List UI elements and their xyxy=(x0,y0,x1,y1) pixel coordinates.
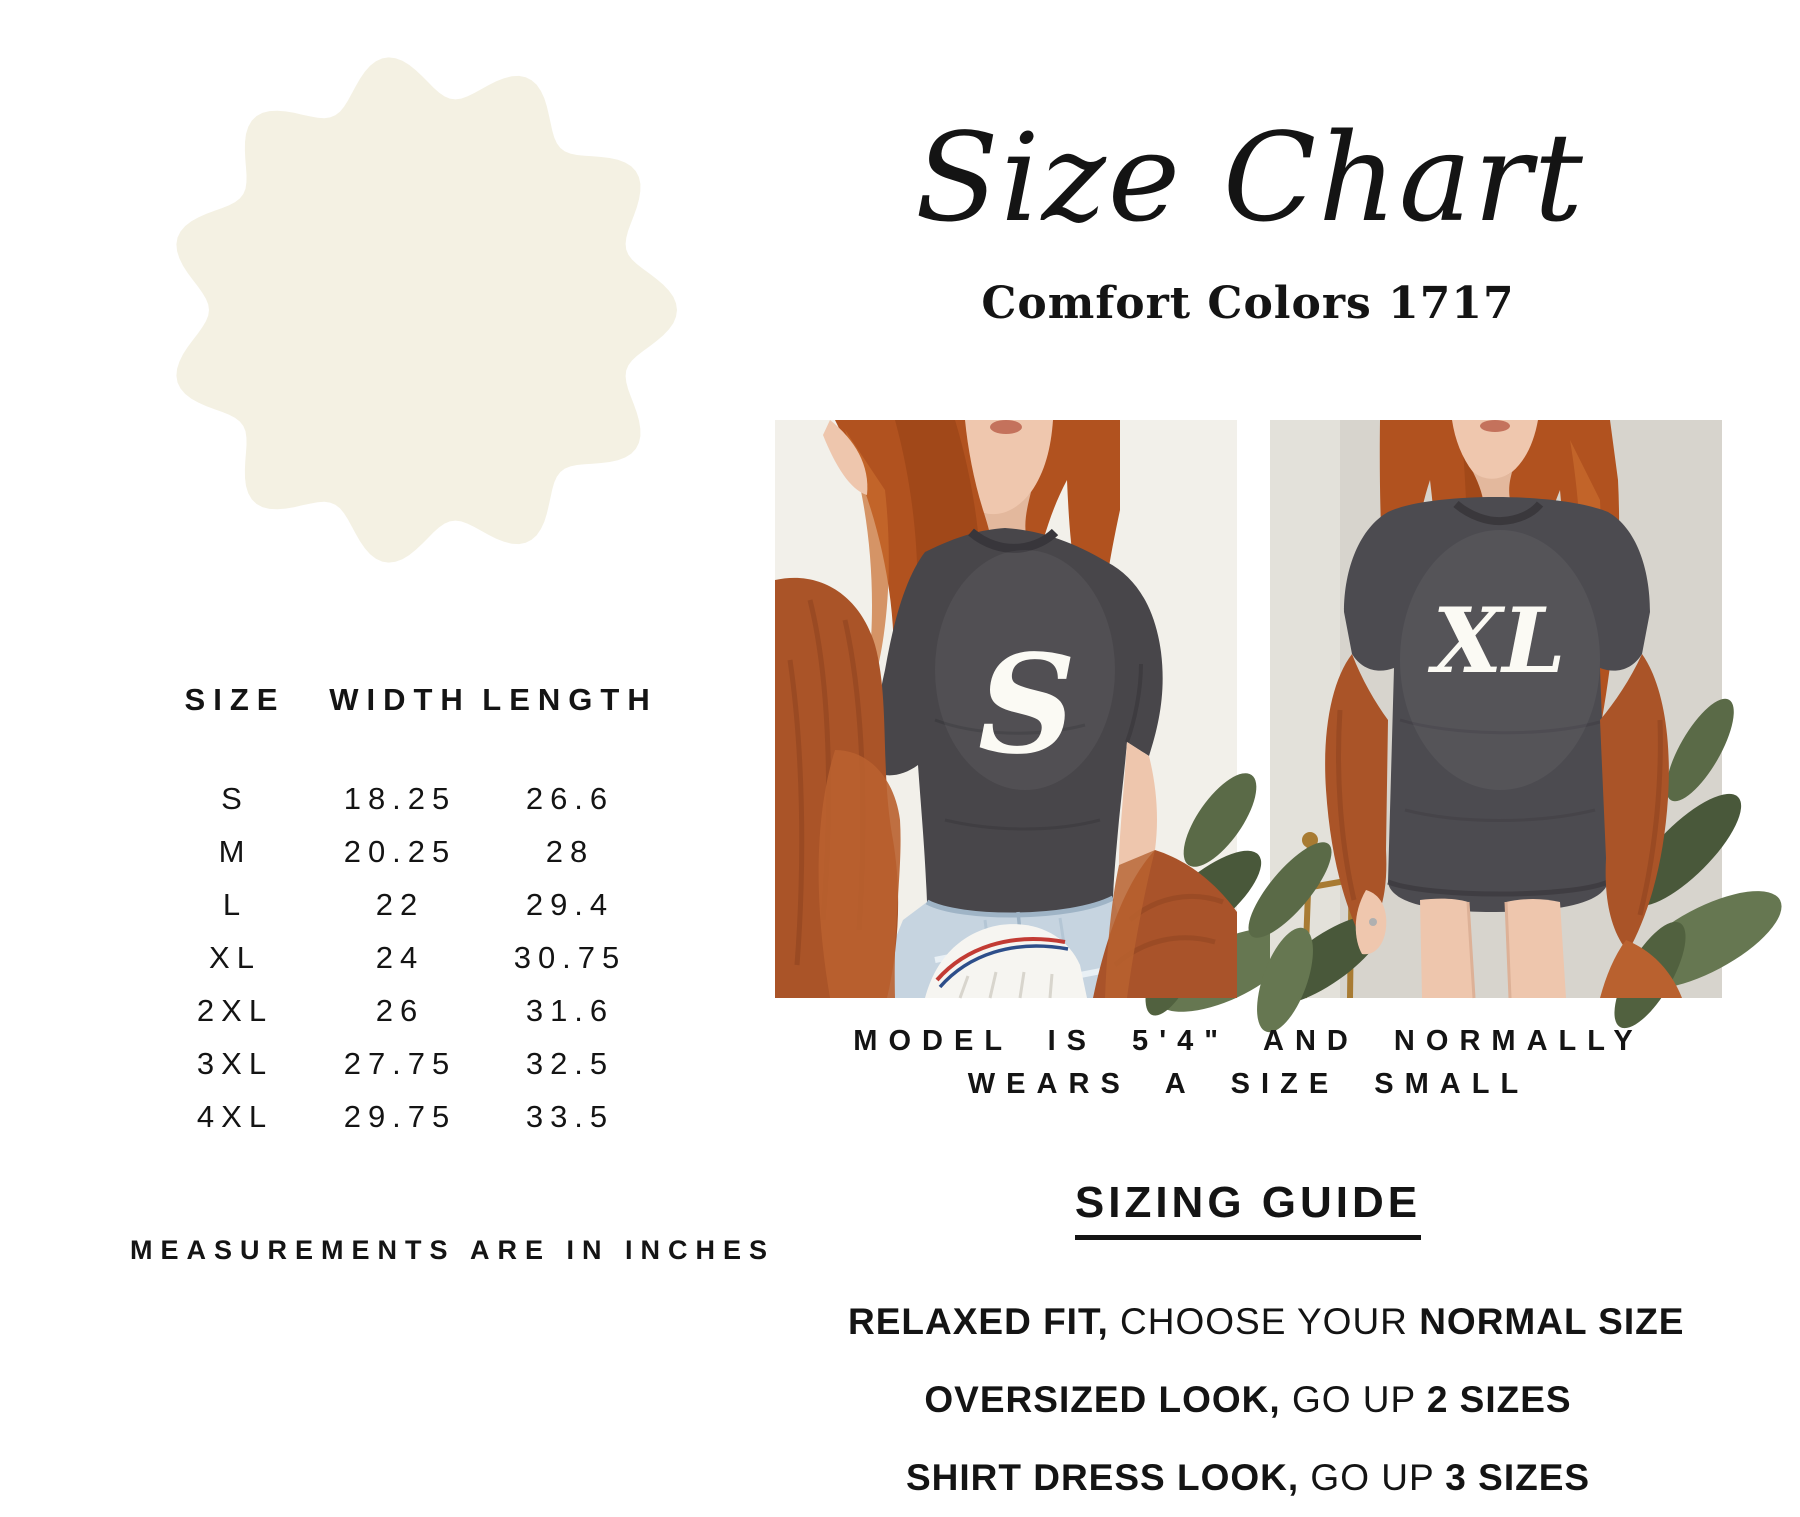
table-row xyxy=(145,1037,665,1090)
size-table-header xyxy=(145,682,665,718)
size-table xyxy=(145,682,665,1134)
guide-line-bold: 2 SIZES xyxy=(1426,1379,1572,1420)
column-header-size: SIZE xyxy=(184,682,286,717)
cell-width: 26 xyxy=(375,992,425,1028)
model-photo-size-xl xyxy=(1270,420,1722,998)
cell-width: 24 xyxy=(375,939,425,975)
measurements-note: MEASUREMENTS ARE IN INCHES xyxy=(130,1235,776,1265)
cell-length: 33.5 xyxy=(525,1098,615,1134)
cell-size: 4XL xyxy=(196,1098,274,1134)
guide-line-bold: NORMAL SIZE xyxy=(1419,1301,1685,1342)
table-row xyxy=(145,984,665,1037)
guide-line-regular: CHOOSE YOUR xyxy=(1108,1301,1420,1342)
lips xyxy=(990,420,1022,434)
lips xyxy=(1480,420,1510,432)
cell-size: 2XL xyxy=(196,992,274,1028)
guide-line-bold: SHIRT DRESS LOOK, xyxy=(905,1457,1300,1498)
table-row xyxy=(145,878,665,931)
cell-width: 29.75 xyxy=(343,1098,457,1134)
cell-length: 28 xyxy=(545,833,595,869)
guide-line-bold: OVERSIZED LOOK, xyxy=(924,1379,1281,1420)
guide-line-relaxed xyxy=(848,1283,1685,1361)
cell-size: S xyxy=(221,780,249,816)
cell-length: 29.4 xyxy=(525,886,615,922)
scalloped-flower-shape xyxy=(150,48,690,578)
cell-length: 26.6 xyxy=(525,780,615,816)
cell-width: 27.75 xyxy=(343,1045,457,1081)
guide-line-regular: GO UP xyxy=(1280,1379,1427,1420)
column-header-width: WIDTH xyxy=(329,682,471,717)
cell-width: 20.25 xyxy=(343,833,457,869)
size-table-body xyxy=(145,772,665,1143)
model-caption-line1: MODEL IS 5'4" AND NORMALLY xyxy=(853,1025,1644,1057)
shirt-size-label: S xyxy=(977,625,1077,785)
cell-size: XL xyxy=(209,939,261,975)
guide-line-bold: 3 SIZES xyxy=(1445,1457,1591,1498)
cell-length: 30.75 xyxy=(513,939,627,975)
table-row xyxy=(145,931,665,984)
cell-length: 32.5 xyxy=(525,1045,615,1081)
cell-size: L xyxy=(222,886,248,922)
cell-width: 18.25 xyxy=(343,780,457,816)
guide-line-regular: GO UP xyxy=(1299,1457,1446,1498)
cell-size: M xyxy=(218,833,252,869)
shirt-size-label: XL xyxy=(1432,588,1566,694)
cell-size: 3XL xyxy=(196,1045,274,1081)
model-caption-line2: WEARS A SIZE SMALL xyxy=(967,1068,1530,1100)
cell-length: 31.6 xyxy=(525,992,615,1028)
table-row xyxy=(145,772,665,825)
guide-line-shirtdress xyxy=(848,1439,1648,1517)
ring xyxy=(1369,918,1377,926)
sizing-guide-heading xyxy=(898,1178,1598,1240)
page-title: Size Chart xyxy=(915,107,1585,249)
model-photo-size-s xyxy=(775,420,1237,998)
guide-line-oversized xyxy=(848,1361,1648,1439)
guide-line-bold: RELAXED FIT, xyxy=(848,1301,1109,1342)
sizing-guide-lines xyxy=(848,1283,1685,1517)
page-subtitle: Comfort Colors 1717 xyxy=(981,278,1515,329)
sizing-guide-heading-text: SIZING GUIDE xyxy=(1075,1178,1421,1240)
column-header-length: LENGTH xyxy=(482,682,658,717)
cell-width: 22 xyxy=(375,886,425,922)
model-caption xyxy=(775,1020,1722,1106)
table-row xyxy=(145,1090,665,1143)
table-row xyxy=(145,825,665,878)
